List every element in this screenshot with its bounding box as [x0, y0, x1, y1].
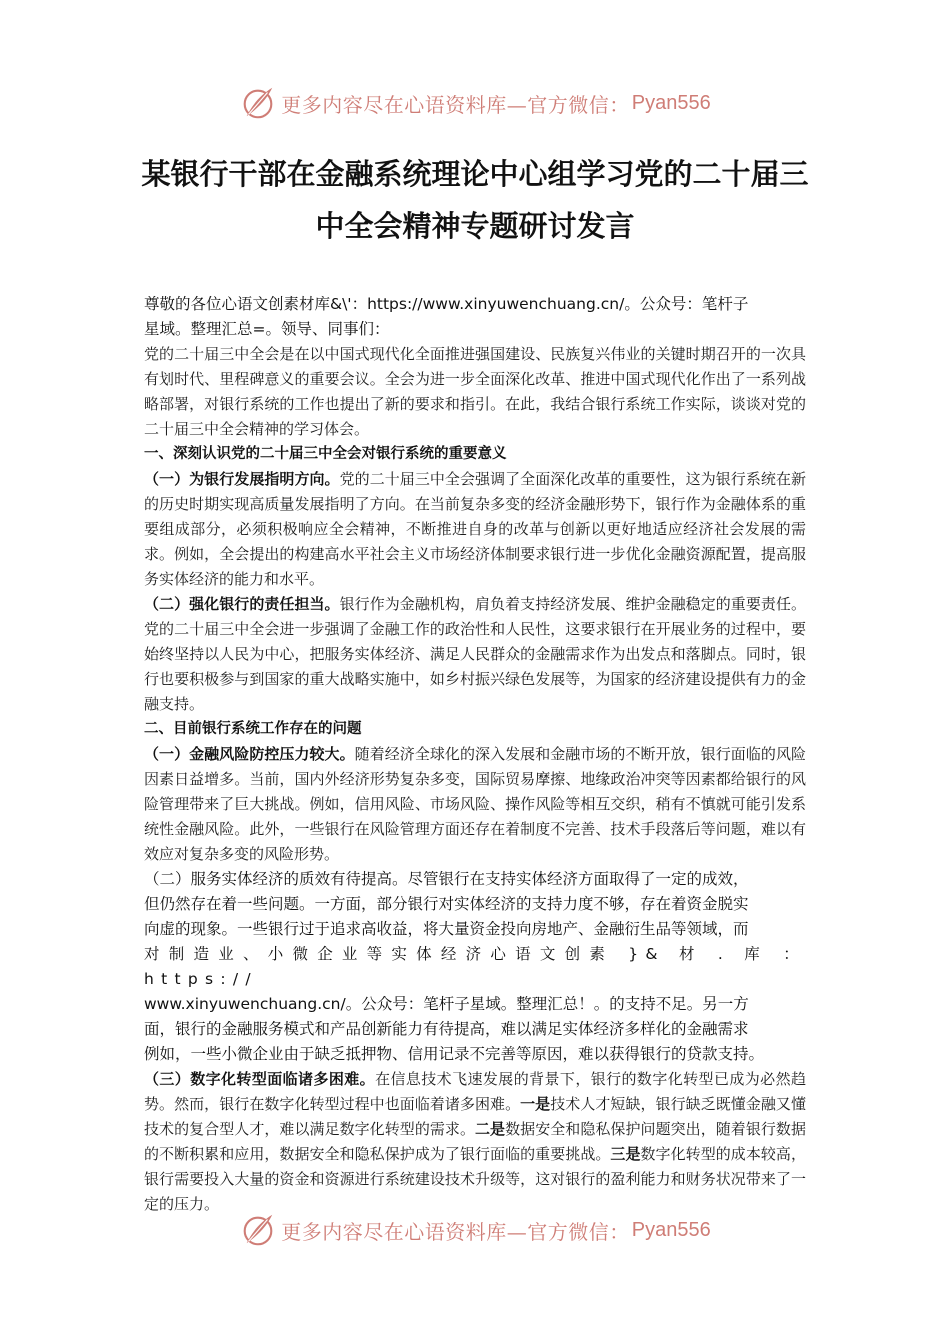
intro-paragraph: 党的二十届三中全会是在以中国式现代化全面推进强国建设、民族复兴伟业的关键时期召开的一次具有划时代、里程碑意义的重要会议。全会为进一步全面深化改革、推进中国式现代化作出了一系列战略部署，对银行系统的工作也提出了新的要求和指引。在此，我结合银行系统工作实际，谈谈对党的二十届三中全会精神的学习体会。	[144, 345, 806, 438]
item-line: 向虚的现象。一些银行过于追求高收益，将大量资金投向房地产、金融衍生品等领域，而	[144, 920, 749, 938]
section-2-item-3	[144, 1067, 806, 1217]
feather-logo-icon	[239, 1211, 277, 1249]
document-body	[144, 292, 806, 1217]
greeting-line-2: 星域。整理汇总=。领导、同事们：	[144, 320, 390, 338]
banner-text: 更多内容尽在心语资料库—官方微信：	[281, 1219, 630, 1244]
item-text: 数据安全和隐私保护问题突出，随着银行数据的不断积累和应用，数据安全和隐私保护成为了银行面临的重要挑战。	[144, 1120, 806, 1163]
item-line: www.xinyuwenchuang.cn/。公众号：笔杆子星域。整理汇总！。的支持不足。另一方	[144, 995, 749, 1013]
item-lead: （一）为银行发展指明方向。	[144, 470, 340, 488]
item-lead: （三）数字化转型面临诸多困难。	[144, 1070, 376, 1088]
item-text: 随着经济全球化的深入发展和金融市场的不断开放，银行面临的风险因素日益增多。当前，国内外经济形势复杂多变，国际贸易摩擦、地缘政治冲突等因素都给银行的风险管理带来了巨大挑战。例如，信用风险、市场风险、操作风险等相互交织，稍有不慎就可能引发系统性金融风险。此外，一些银行在风险管理方面还存在着制度不完善、技术手段落后等问题，难以有效应对复杂多变的风险形势。	[144, 745, 806, 863]
item-text: 党的二十届三中全会强调了全面深化改革的重要性，这为银行系统在新的历史时期实现高质量发展指明了方向。在当前复杂多变的经济金融形势下，银行作为金融体系的重要组成部分，必须积极响应全会精神，不断推进自身的改革与创新以更好地适应经济社会发展的需求。例如，全会提出的构建高水平社会主义市场经济体制要求银行进一步优化金融资源配置，提高服务实体经济的能力和水平。	[144, 470, 806, 588]
banner-text: 更多内容尽在心语资料库—官方微信：	[281, 92, 630, 117]
banner-wechat-id: Pyan556	[631, 91, 711, 114]
title-line-2: 中全会精神专题研讨发言	[315, 209, 635, 243]
point-marker: 二是	[475, 1120, 506, 1138]
section-1-heading: 一、深刻认识党的二十届三中全会对银行系统的重要意义	[144, 446, 507, 462]
item-line: 面，银行的金融服务模式和产品创新能力有待提高，难以满足实体经济多样化的金融需求	[144, 1020, 749, 1038]
title-line-1: 某银行干部在金融系统理论中心组学习党的二十届三	[141, 157, 809, 191]
section-2-heading: 二、目前银行系统工作存在的问题	[144, 721, 362, 737]
item-lead: （一）金融风险防控压力较大。	[144, 745, 355, 763]
item-lead: （二）强化银行的责任担当。	[144, 595, 340, 613]
item-text: 数字化转型的成本较高，银行需要投入大量的资金和资源进行系统建设技术升级等，这对银行的盈利能力和财务状况带来了一定的压力。	[144, 1145, 806, 1213]
item-line: （二）服务实体经济的质效有待提高。尽管银行在支持实体经济方面取得了一定的成效，	[144, 870, 749, 888]
item-line: 但仍然存在着一些问题。一方面，部分银行对实体经济的支持力度不够，存在着资金脱实	[144, 895, 749, 913]
document-title	[130, 148, 820, 252]
item-text: 银行作为金融机构，肩负着支持经济发展、维护金融稳定的重要责任。党的二十届三中全会进一步强调了金融工作的政治性和人民性，这要求银行在开展业务的过程中，要始终坚持以人民为中心，把服务实体经济、满足人民群众的金融需求作为出发点和落脚点。同时，银行也要积极参与到国家的重大战略实施中，如乡村振兴绿色发展等，为国家的经济建设提供有力的金融支持。	[144, 595, 806, 713]
item-line: 例如，一些小微企业由于缺乏抵押物、信用记录不完善等原因，难以获得银行的贷款支持。	[144, 1045, 765, 1063]
section-1-item-2	[144, 592, 806, 717]
greeting	[144, 292, 806, 342]
item-text: 技术人才短缺，银行缺乏既懂金融又懂技术的复合型人才，难以满足数字化转型的需求。	[144, 1095, 806, 1138]
section-2-item-1	[144, 742, 806, 867]
item-line: 对制造业、小微企业等实体经济心语文创素 }& 材 . 库 ： https://	[144, 945, 806, 988]
point-marker: 三是	[610, 1145, 641, 1163]
feather-logo-icon	[239, 84, 277, 122]
section-1-item-1	[144, 467, 806, 592]
footer-banner	[0, 1210, 950, 1250]
section-2-item-2	[144, 867, 806, 1067]
banner-wechat-id: Pyan556	[631, 1218, 711, 1241]
header-banner	[0, 83, 950, 123]
item-text: 在信息技术飞速发展的背景下，银行的数字化转型已成为必然趋势。然而，银行在数字化转型过程中也面临着诸多困难。	[144, 1070, 806, 1113]
greeting-line-1: 尊敬的各位心语文创素材库&\'：https://www.xinyuwenchuang.cn/。公众号：笔杆子	[144, 295, 749, 313]
point-marker: 一是	[520, 1095, 551, 1113]
